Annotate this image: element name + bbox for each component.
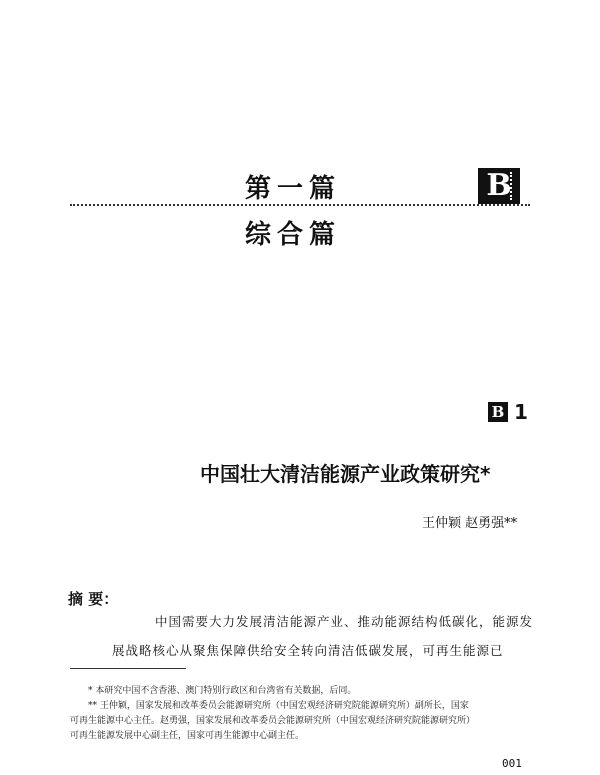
footnote: 可再生能源发展中心副主任，国家可再生能源中心副主任。	[70, 731, 305, 741]
footnote: ** 王仲颖，国家发展和改革委员会能源研究所（中国宏观经济研究院能源研究所）副所长，国家	[88, 701, 469, 711]
book-logo	[478, 168, 520, 204]
abstract-heading: 摘 要：	[68, 590, 119, 608]
part-label: 第一篇	[245, 174, 342, 204]
chapter-logo: B	[488, 402, 508, 422]
article-title: 中国壮大清洁能源产业政策研究*	[200, 462, 491, 486]
logo-stripe	[510, 172, 518, 200]
authors: 王仲颖 赵勇强**	[422, 516, 518, 531]
chapter-marker	[488, 400, 528, 424]
abstract-line: 展战略核心从聚焦保障供给安全转向清洁低碳发展，可再生能源已	[112, 643, 504, 658]
footnote: * 本研究中国不含香港、澳门特别行政区和台湾省有关数据，后同。	[88, 686, 357, 696]
page-number: 001	[502, 757, 522, 770]
dotted-divider	[70, 204, 530, 210]
footnote-rule	[70, 668, 186, 669]
abstract-line: 中国需要大力发展清洁能源产业、推动能源结构低碳化，能源发	[155, 614, 534, 629]
footnote: 可再生能源中心主任。赵勇强，国家发展和改革委员会能源研究所（中国宏观经济研究院能源研究所）	[70, 716, 476, 726]
part-subtitle: 综合篇	[245, 220, 342, 250]
chapter-number: 1	[514, 400, 528, 424]
book-logo-letter: B	[486, 168, 512, 203]
